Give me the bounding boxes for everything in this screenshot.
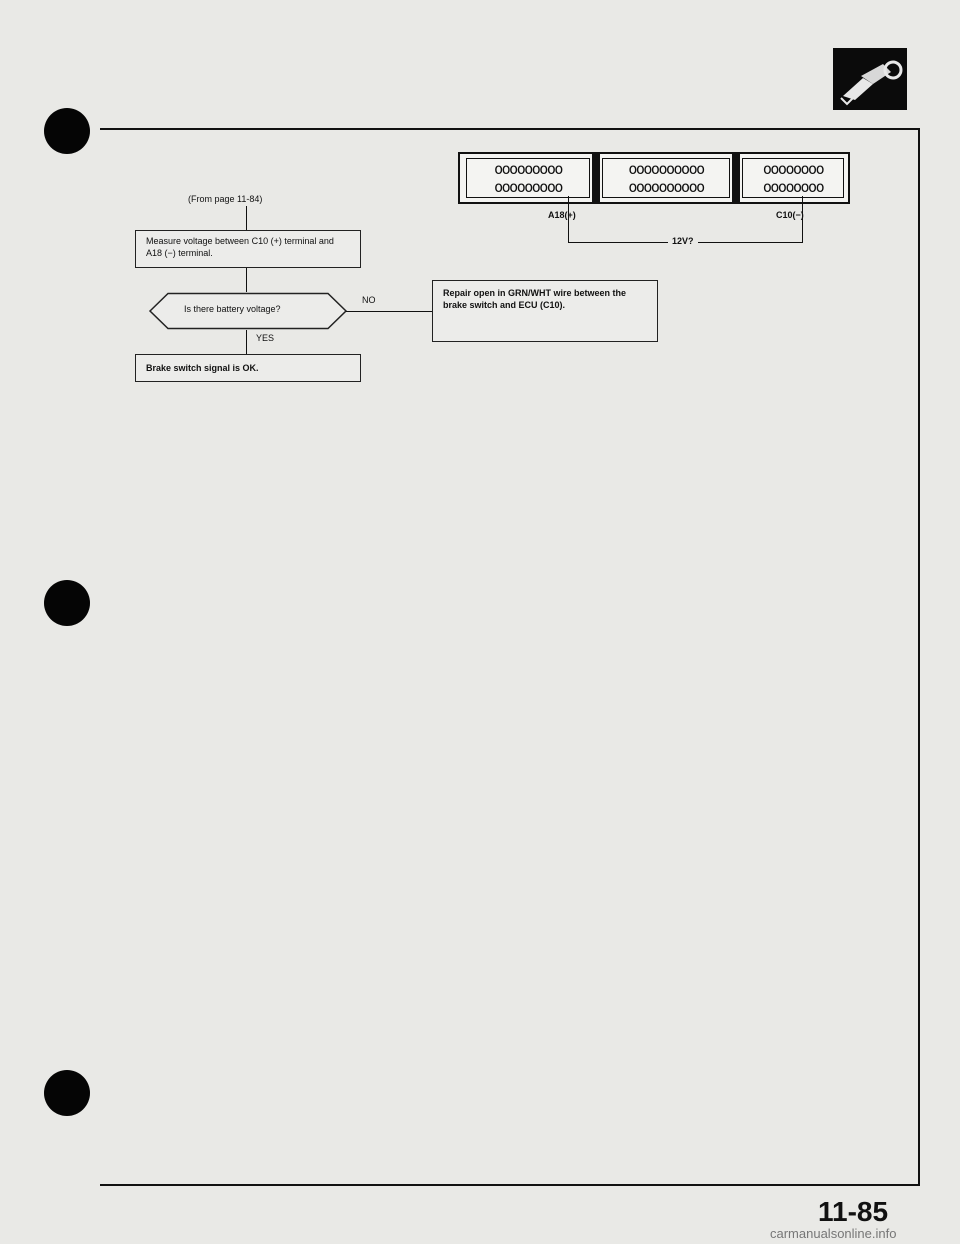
top-rule xyxy=(100,128,920,130)
block3-row-bottom: oooooooo xyxy=(762,178,824,196)
block2-row-top: oooooooooo xyxy=(628,160,704,178)
connector-divider-2 xyxy=(732,154,740,202)
ecu-connector xyxy=(458,152,850,204)
connector-block-1 xyxy=(466,158,590,198)
repair-box xyxy=(432,280,658,342)
binder-hole-bottom xyxy=(44,1070,90,1116)
voltage-label: 12V? xyxy=(672,236,694,246)
meter-line-left xyxy=(568,242,668,243)
binder-hole-top xyxy=(44,108,90,154)
no-branch-line xyxy=(346,311,432,312)
flow-line-2 xyxy=(246,268,247,292)
block3-row-top: oooooooo xyxy=(762,160,824,178)
result-ok-box xyxy=(135,354,361,382)
section-badge xyxy=(833,48,907,110)
decision-text: Is there battery voltage? xyxy=(184,304,281,314)
yes-label: YES xyxy=(256,333,275,343)
meter-line-right xyxy=(698,242,803,243)
no-label: NO xyxy=(362,295,376,305)
connector-block-3 xyxy=(742,158,844,198)
result-ok-text: Brake switch signal is OK. xyxy=(146,363,259,373)
repair-text: Repair open in GRN/WHT wire between the brake switch and ECU (C10). xyxy=(443,288,627,310)
flow-line-1 xyxy=(246,206,247,230)
block1-row-top: ooooooooo xyxy=(494,160,562,178)
page-number: 11-85 xyxy=(818,1196,889,1227)
from-page-label: (From page 11-84) xyxy=(188,194,263,204)
bottom-rule xyxy=(100,1184,920,1186)
block2-row-bottom: oooooooooo xyxy=(628,178,704,196)
pin-c10-label: C10(−) xyxy=(776,210,804,220)
mechanic-tool-icon xyxy=(833,48,907,110)
watermark: carmanualsonline.info xyxy=(770,1226,897,1241)
pin-a18-label: A18(+) xyxy=(548,210,576,220)
connector-divider-1 xyxy=(592,154,600,202)
measure-step-text: Measure voltage between C10 (+) terminal and A18 (−) terminal. xyxy=(146,236,334,258)
flow-line-3 xyxy=(246,330,247,354)
block1-row-bottom: ooooooooo xyxy=(494,178,562,196)
measure-step-box xyxy=(135,230,361,268)
connector-block-2 xyxy=(602,158,730,198)
right-rule xyxy=(918,128,920,1186)
binder-hole-middle xyxy=(44,580,90,626)
